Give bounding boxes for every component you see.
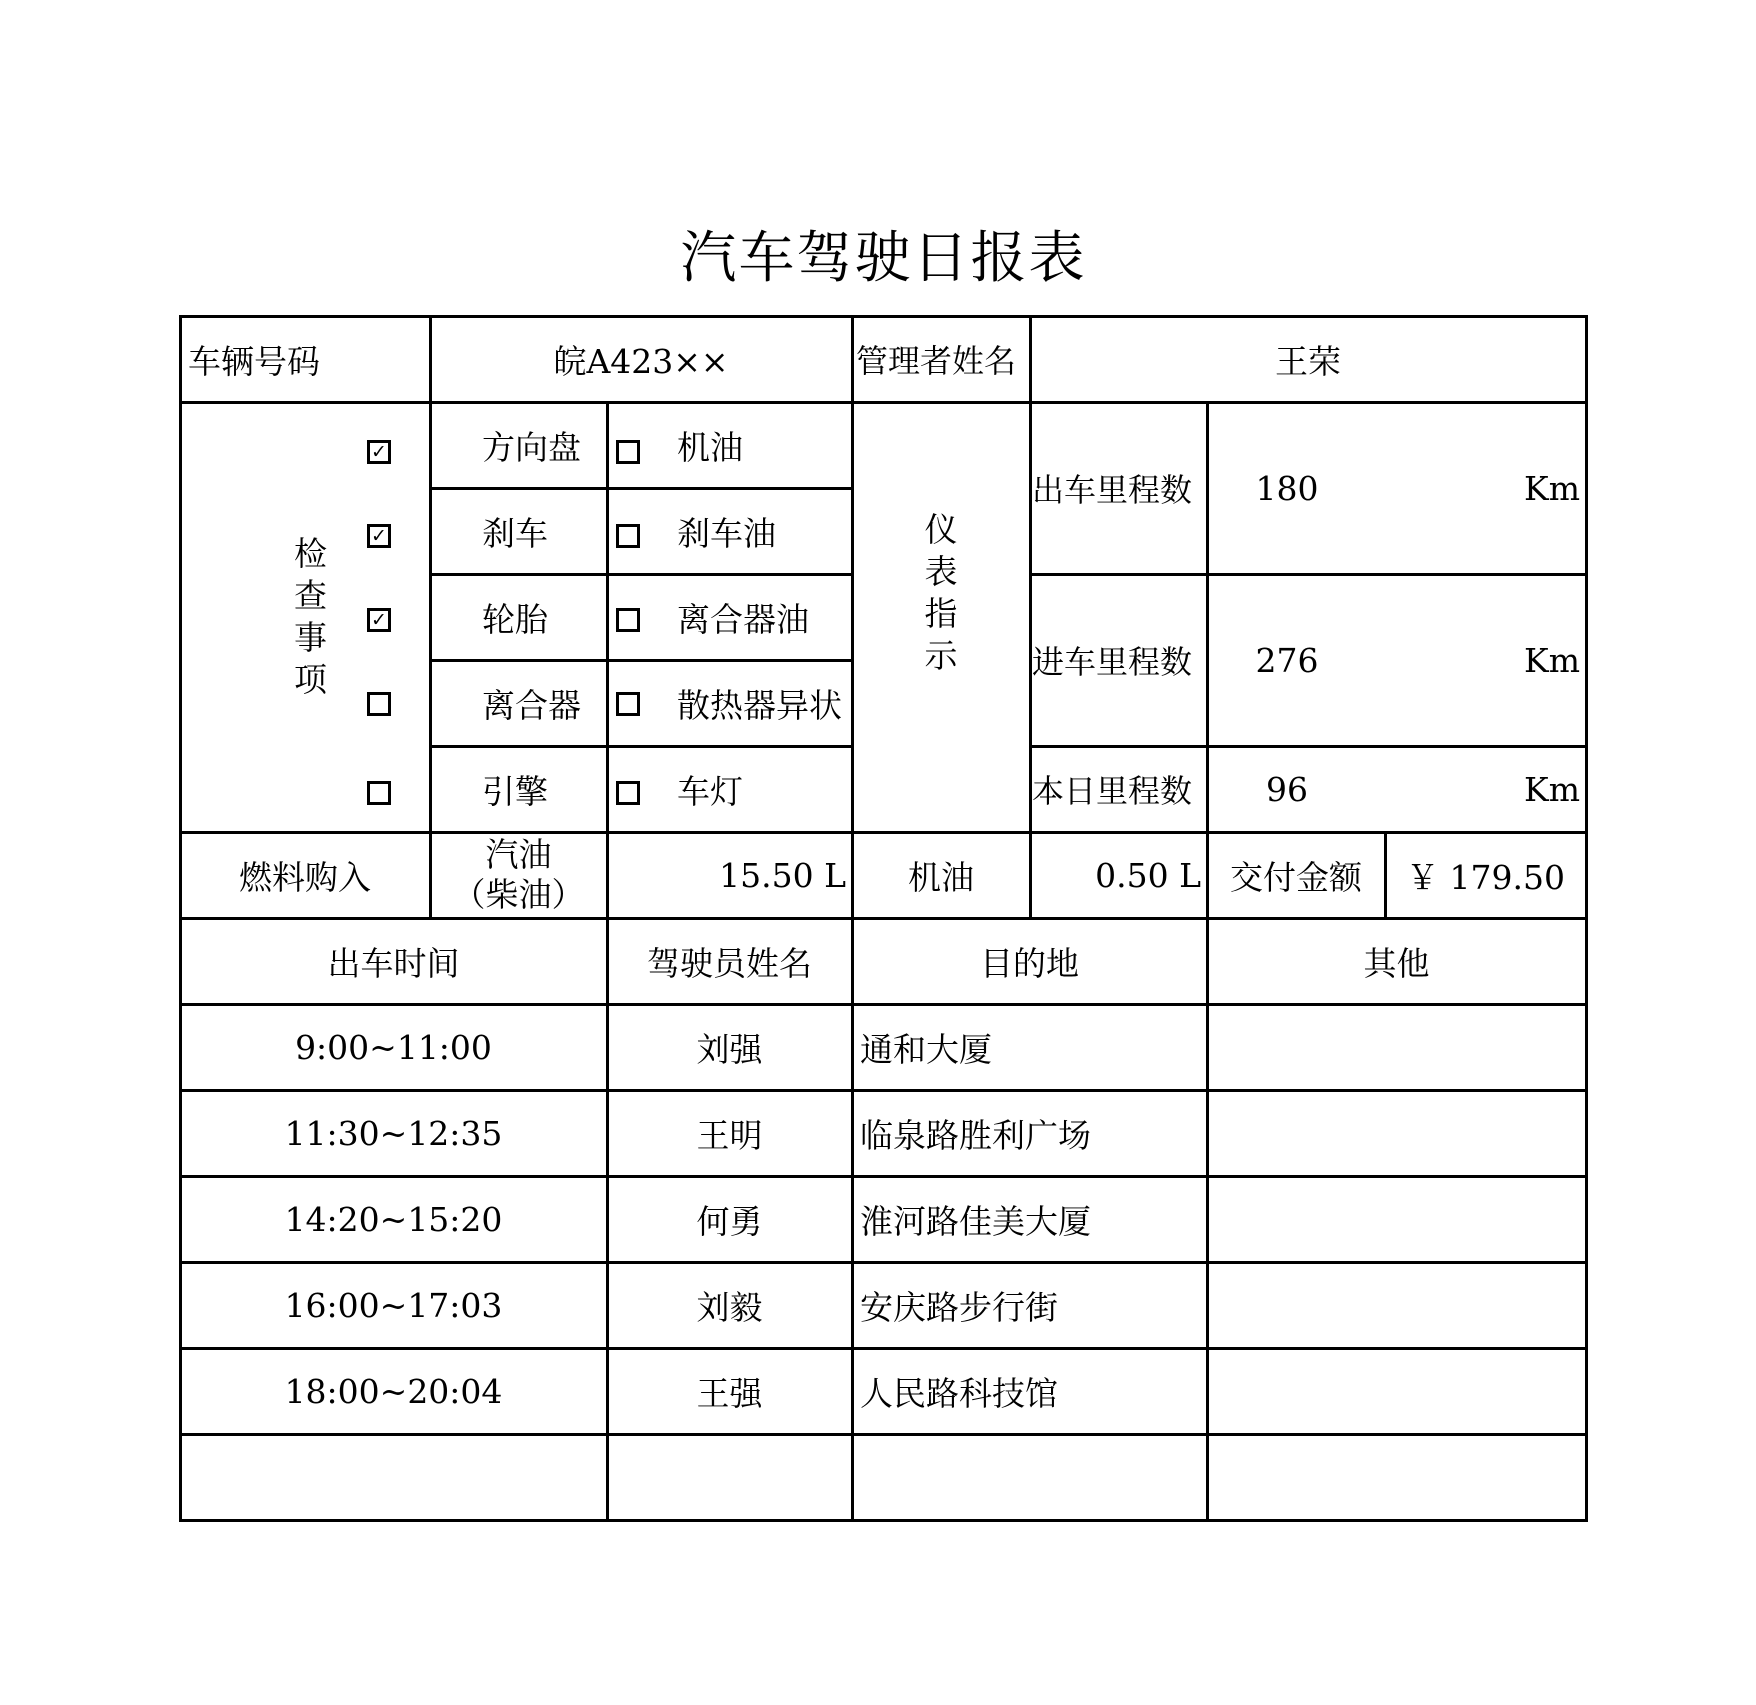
trip-header-1: 驾驶员姓名: [647, 943, 812, 983]
inspection-item-left: 引擎: [482, 771, 548, 811]
payment-value: ￥ 179.50: [1406, 857, 1565, 897]
trip-destination: [852, 1434, 1207, 1520]
trip-time: 18:00~20:04: [284, 1371, 503, 1411]
trip-header-0: 出车时间: [327, 943, 460, 983]
gas-label-line2: （柴油）: [452, 875, 585, 914]
inspection-checkbox-right[interactable]: [616, 608, 640, 632]
meter-label-char: 示: [924, 636, 958, 675]
inspection-checkbox-left[interactable]: [367, 692, 391, 716]
inspection-item-right: 刹车油: [677, 513, 776, 553]
gas-label: [430, 832, 607, 918]
trip-driver: 刘毅: [696, 1287, 763, 1327]
trip-header-3: 其他: [1363, 943, 1430, 983]
inspection-label-char: 项: [294, 660, 327, 699]
oil-value: 0.50 L: [1095, 855, 1201, 895]
payment-label: 交付金额: [1230, 857, 1362, 897]
inspection-item-left: 轮胎: [482, 599, 548, 639]
meter-row-label: 本日里程数: [1032, 772, 1193, 810]
trip-other: [1207, 1434, 1586, 1520]
inspection-checkbox-left[interactable]: [367, 608, 391, 632]
trip-time: 16:00~17:03: [284, 1285, 503, 1325]
meter-label-char: 表: [924, 552, 958, 591]
oil-label: 机油: [908, 857, 974, 897]
inspection-label-char: 检: [294, 534, 327, 573]
check-mark-icon: ✓: [371, 524, 387, 547]
inspection-item-left: 刹车: [482, 513, 548, 553]
trip-other: [1207, 1348, 1586, 1434]
fuel-label: 燃料购入: [239, 857, 371, 897]
trip-destination: 淮河路佳美大厦: [860, 1201, 1091, 1241]
meter-section-label: [852, 402, 1030, 832]
check-mark-icon: ✓: [371, 440, 387, 463]
trip-other: [1207, 1176, 1586, 1262]
meter-label-char: 指: [924, 594, 958, 633]
grid-line-vertical: [429, 315, 432, 920]
inspection-checkbox-right[interactable]: [616, 524, 640, 548]
meter-row-value: 276: [1255, 640, 1319, 680]
gas-label-line1: 汽油: [485, 835, 552, 874]
plate-value: 皖A423××: [553, 341, 729, 381]
inspection-checkbox-left[interactable]: [367, 440, 391, 464]
inspection-checkbox-left[interactable]: [367, 781, 391, 805]
trip-time: 11:30~12:35: [284, 1113, 503, 1153]
meter-row-unit: Km: [1524, 769, 1580, 809]
gas-value: 15.50 L: [719, 855, 846, 895]
meter-row-label: 出车里程数: [1032, 471, 1193, 509]
inspection-label-char: 事: [294, 618, 327, 657]
plate-label: 车辆号码: [188, 341, 320, 381]
trip-destination: 临泉路胜利广场: [860, 1115, 1091, 1155]
meter-row-value: 180: [1255, 468, 1319, 508]
inspection-item-left: 方向盘: [482, 427, 581, 467]
check-mark-icon: ✓: [371, 608, 387, 631]
manager-value: 王荣: [1275, 341, 1341, 381]
meter-label-char: 仪: [924, 510, 958, 549]
trip-time: [180, 1434, 607, 1520]
inspection-checkbox-right[interactable]: [616, 692, 640, 716]
trip-driver: [607, 1434, 852, 1520]
inspection-item-right: 离合器油: [677, 599, 809, 639]
trip-time: 9:00~11:00: [295, 1027, 492, 1067]
inspection-item-right: 机油: [677, 427, 743, 467]
meter-row-unit: Km: [1524, 640, 1580, 680]
trip-driver: 王明: [696, 1115, 763, 1155]
trip-destination: 安庆路步行街: [860, 1287, 1058, 1327]
trip-other: [1207, 1262, 1586, 1348]
inspection-checkbox-right[interactable]: [616, 781, 640, 805]
trip-other: [1207, 1004, 1586, 1090]
trip-driver: 刘强: [696, 1029, 763, 1069]
page-title: 汽车驾驶日报表: [680, 226, 1087, 291]
inspection-label-char: 查: [294, 576, 327, 615]
inspection-item-right: 散热器异状: [677, 685, 842, 725]
inspection-item-left: 离合器: [482, 685, 581, 725]
trip-destination: 人民路科技馆: [860, 1373, 1058, 1413]
inspection-checkbox-right[interactable]: [616, 440, 640, 464]
meter-row-value: 96: [1266, 769, 1308, 809]
inspection-item-right: 车灯: [677, 771, 743, 811]
inspection-checkbox-left[interactable]: [367, 524, 391, 548]
meter-row-unit: Km: [1524, 468, 1580, 508]
trip-driver: 王强: [696, 1373, 763, 1413]
trip-destination: 通和大厦: [860, 1029, 992, 1069]
trip-header-2: 目的地: [980, 943, 1079, 983]
meter-row-label: 进车里程数: [1032, 643, 1193, 681]
trip-time: 14:20~15:20: [284, 1199, 503, 1239]
manager-label: 管理者姓名: [856, 342, 1017, 380]
trip-driver: 何勇: [696, 1201, 763, 1241]
trip-other: [1207, 1090, 1586, 1176]
